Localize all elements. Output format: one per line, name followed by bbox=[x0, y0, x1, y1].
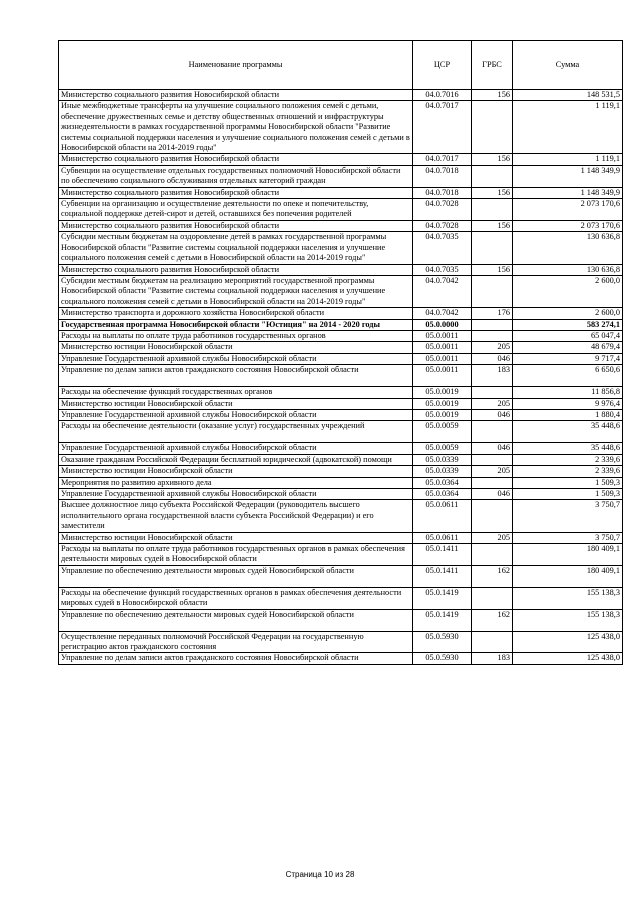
cell-name: Министерство социального развития Новосибирской области bbox=[59, 220, 413, 231]
cell-name: Министерство юстиции Новосибирской области bbox=[59, 342, 413, 353]
cell-grbs: 046 bbox=[472, 489, 513, 500]
cell-grbs: 046 bbox=[472, 443, 513, 454]
cell-sum: 155 138,3 bbox=[513, 587, 623, 609]
cell-sum: 1 119,1 bbox=[513, 154, 623, 165]
cell-grbs: 183 bbox=[472, 365, 513, 387]
cell-sum: 1 880,4 bbox=[513, 409, 623, 420]
cell-grbs: 162 bbox=[472, 565, 513, 587]
cell-csr: 05.0.0000 bbox=[413, 319, 472, 330]
cell-grbs: 205 bbox=[472, 342, 513, 353]
cell-name: Высшее должностное лицо субъекта Российской Федерации (руководитель высшего исполнительного органа государственной власти субъекта Российской Федерации) и его заместители bbox=[59, 500, 413, 532]
cell-grbs bbox=[472, 199, 513, 221]
cell-sum: 3 750,7 bbox=[513, 500, 623, 532]
cell-csr: 04.0.7028 bbox=[413, 199, 472, 221]
page-footer: Страница 10 из 28 bbox=[285, 870, 355, 879]
cell-name: Субсидии местным бюджетам на реализацию мероприятий государственной программы Новосибирской области "Развитие системы социальной поддержки населения и улучшение социального положения семей с детьми в Новосибирской области на 2014-2019 годы" bbox=[59, 275, 413, 307]
cell-name: Министерство социального развития Новосибирской области bbox=[59, 264, 413, 275]
cell-sum: 65 047,4 bbox=[513, 330, 623, 341]
cell-csr: 05.0.0611 bbox=[413, 532, 472, 543]
cell-grbs: 183 bbox=[472, 653, 513, 664]
table-row bbox=[59, 342, 623, 353]
cell-sum: 130 636,8 bbox=[513, 264, 623, 275]
cell-grbs: 162 bbox=[472, 609, 513, 631]
table-row bbox=[59, 443, 623, 454]
cell-csr: 04.0.7016 bbox=[413, 90, 472, 101]
cell-csr: 05.0.0364 bbox=[413, 477, 472, 488]
cell-grbs bbox=[472, 165, 513, 187]
cell-grbs: 205 bbox=[472, 532, 513, 543]
cell-name: Расходы на выплаты по оплате труда работников государственных органов bbox=[59, 330, 413, 341]
cell-csr: 05.0.0611 bbox=[413, 500, 472, 532]
cell-csr: 04.0.7028 bbox=[413, 220, 472, 231]
cell-sum: 2 073 170,6 bbox=[513, 220, 623, 231]
cell-name: Расходы на обеспечение функций государственных органов bbox=[59, 387, 413, 398]
table-row bbox=[59, 365, 623, 387]
table-row bbox=[59, 409, 623, 420]
cell-sum: 1 509,3 bbox=[513, 489, 623, 500]
cell-csr: 05.0.0019 bbox=[413, 398, 472, 409]
table-row bbox=[59, 187, 623, 198]
cell-sum: 583 274,1 bbox=[513, 319, 623, 330]
cell-sum: 2 600,0 bbox=[513, 308, 623, 319]
cell-grbs: 156 bbox=[472, 264, 513, 275]
cell-sum: 2 073 170,6 bbox=[513, 199, 623, 221]
cell-sum: 1 119,1 bbox=[513, 101, 623, 154]
cell-grbs: 046 bbox=[472, 353, 513, 364]
table-row bbox=[59, 500, 623, 532]
table-row bbox=[59, 330, 623, 341]
cell-grbs bbox=[472, 319, 513, 330]
cell-name: Управление Государственной архивной службы Новосибирской области bbox=[59, 489, 413, 500]
cell-sum: 9 976,4 bbox=[513, 398, 623, 409]
cell-grbs bbox=[472, 500, 513, 532]
cell-csr: 05.0.0011 bbox=[413, 365, 472, 387]
cell-csr: 05.0.0019 bbox=[413, 409, 472, 420]
cell-sum: 180 409,1 bbox=[513, 565, 623, 587]
table-row bbox=[59, 466, 623, 477]
cell-csr: 05.0.0059 bbox=[413, 443, 472, 454]
cell-name: Управление по делам записи актов гражданского состояния Новосибирской области bbox=[59, 365, 413, 387]
cell-csr: 05.0.1419 bbox=[413, 587, 472, 609]
table-row bbox=[59, 90, 623, 101]
cell-csr: 05.0.0011 bbox=[413, 342, 472, 353]
cell-csr: 05.0.0019 bbox=[413, 387, 472, 398]
cell-sum: 48 679,4 bbox=[513, 342, 623, 353]
table-row bbox=[59, 308, 623, 319]
cell-csr: 05.0.5930 bbox=[413, 653, 472, 664]
cell-name: Управление по обеспечению деятельности мировых судей Новосибирской области bbox=[59, 565, 413, 587]
table-row bbox=[59, 101, 623, 154]
cell-grbs bbox=[472, 587, 513, 609]
cell-csr: 04.0.7042 bbox=[413, 308, 472, 319]
cell-grbs bbox=[472, 631, 513, 653]
cell-csr: 05.0.0339 bbox=[413, 466, 472, 477]
cell-grbs bbox=[472, 421, 513, 443]
cell-sum: 148 531,5 bbox=[513, 90, 623, 101]
cell-sum: 1 148 349,9 bbox=[513, 165, 623, 187]
cell-sum: 125 438,0 bbox=[513, 653, 623, 664]
table-row bbox=[59, 565, 623, 587]
cell-sum: 35 448,6 bbox=[513, 421, 623, 443]
cell-name: Министерство социального развития Новосибирской области bbox=[59, 187, 413, 198]
cell-grbs bbox=[472, 330, 513, 341]
cell-sum: 1 509,3 bbox=[513, 477, 623, 488]
cell-name: Расходы на обеспечение деятельности (оказание услуг) государственных учреждений bbox=[59, 421, 413, 443]
cell-name: Государственная программа Новосибирской области "Юстиция" на 2014 - 2020 годы bbox=[59, 319, 413, 330]
cell-csr: 05.0.1411 bbox=[413, 565, 472, 587]
table-row bbox=[59, 398, 623, 409]
header-csr: ЦСР bbox=[413, 41, 472, 90]
cell-sum: 125 438,0 bbox=[513, 631, 623, 653]
cell-sum: 6 650,6 bbox=[513, 365, 623, 387]
cell-grbs: 156 bbox=[472, 187, 513, 198]
table-row bbox=[59, 631, 623, 653]
cell-csr: 05.0.0339 bbox=[413, 454, 472, 465]
table-row bbox=[59, 609, 623, 631]
cell-grbs bbox=[472, 454, 513, 465]
cell-grbs bbox=[472, 387, 513, 398]
cell-grbs: 205 bbox=[472, 466, 513, 477]
cell-name: Управление по обеспечению деятельности мировых судей Новосибирской области bbox=[59, 609, 413, 631]
cell-name: Управление Государственной архивной службы Новосибирской области bbox=[59, 353, 413, 364]
cell-grbs bbox=[472, 101, 513, 154]
cell-csr: 05.0.0364 bbox=[413, 489, 472, 500]
cell-grbs: 046 bbox=[472, 409, 513, 420]
table-header-row bbox=[59, 41, 623, 90]
table-body bbox=[59, 90, 623, 665]
cell-name: Министерство социального развития Новосибирской области bbox=[59, 90, 413, 101]
cell-csr: 05.0.1411 bbox=[413, 544, 472, 566]
cell-grbs bbox=[472, 275, 513, 307]
cell-name: Министерство транспорта и дорожного хозяйства Новосибирской области bbox=[59, 308, 413, 319]
table-row bbox=[59, 421, 623, 443]
cell-sum: 155 138,3 bbox=[513, 609, 623, 631]
cell-csr: 05.0.5930 bbox=[413, 631, 472, 653]
cell-sum: 180 409,1 bbox=[513, 544, 623, 566]
cell-sum: 2 339,6 bbox=[513, 454, 623, 465]
table-row bbox=[59, 477, 623, 488]
cell-sum: 2 339,6 bbox=[513, 466, 623, 477]
cell-sum: 35 448,6 bbox=[513, 443, 623, 454]
table-row bbox=[59, 232, 623, 264]
cell-name: Субсидии местным бюджетам на оздоровление детей в рамках государственной программы Новосибирской области "Развитие системы социальной поддержки населения и улучшение социального положения семей с детьми в Новосибирской области на 2014-2019 годы" bbox=[59, 232, 413, 264]
cell-sum: 130 636,8 bbox=[513, 232, 623, 264]
cell-grbs bbox=[472, 544, 513, 566]
cell-grbs bbox=[472, 232, 513, 264]
cell-csr: 05.0.0059 bbox=[413, 421, 472, 443]
cell-name: Министерство юстиции Новосибирской области bbox=[59, 466, 413, 477]
header-name: Наименование программы bbox=[59, 41, 413, 90]
cell-sum: 2 600,0 bbox=[513, 275, 623, 307]
cell-grbs: 156 bbox=[472, 154, 513, 165]
table-row bbox=[59, 154, 623, 165]
table-row bbox=[59, 544, 623, 566]
table-row bbox=[59, 165, 623, 187]
cell-sum: 9 717,4 bbox=[513, 353, 623, 364]
cell-name: Субвенции на осуществление отдельных государственных полномочий Новосибирской области по обеспечению социального обслуживания отдельных категорий граждан bbox=[59, 165, 413, 187]
cell-sum: 11 856,8 bbox=[513, 387, 623, 398]
table-row bbox=[59, 489, 623, 500]
cell-name: Расходы на обеспечение функций государственных органов в рамках обеспечения деятельности мировых судей в Новосибирской области bbox=[59, 587, 413, 609]
cell-csr: 05.0.1419 bbox=[413, 609, 472, 631]
cell-name: Оказание гражданам Российской Федерации бесплатной юридической (адвокатской) помощи bbox=[59, 454, 413, 465]
table-row bbox=[59, 264, 623, 275]
cell-name: Расходы на выплаты по оплате труда работников государственных органов в рамках обеспечения деятельности мировых судей в Новосибирской области bbox=[59, 544, 413, 566]
table-row bbox=[59, 387, 623, 398]
cell-csr: 04.0.7017 bbox=[413, 101, 472, 154]
cell-name: Министерство юстиции Новосибирской области bbox=[59, 398, 413, 409]
table-row bbox=[59, 532, 623, 543]
budget-table bbox=[58, 40, 623, 665]
header-grbs: ГРБС bbox=[472, 41, 513, 90]
cell-csr: 04.0.7035 bbox=[413, 264, 472, 275]
cell-name: Иные межбюджетные трансферты на улучшение социального положения семей с детьми, обеспечение дружественных семье и детству общественных отношений и инфраструктуры жизнедеятельности в рамках государственной программы Новосибирской области "Развитие системы социальной поддержки населения и улучшение социального положения семей с детьми в Новосибирской области на 2014-2019 годы" bbox=[59, 101, 413, 154]
table-row bbox=[59, 319, 623, 330]
cell-name: Управление по делам записи актов гражданского состояния Новосибирской области bbox=[59, 653, 413, 664]
cell-name: Управление Государственной архивной службы Новосибирской области bbox=[59, 409, 413, 420]
table-row bbox=[59, 220, 623, 231]
cell-name: Осуществление переданных полномочий Российской Федерации на государственную регистрацию актов гражданского состояния bbox=[59, 631, 413, 653]
table-row bbox=[59, 275, 623, 307]
cell-csr: 05.0.0011 bbox=[413, 353, 472, 364]
header-sum: Сумма bbox=[513, 41, 623, 90]
cell-grbs: 176 bbox=[472, 308, 513, 319]
table-row bbox=[59, 353, 623, 364]
table-row bbox=[59, 653, 623, 664]
cell-name: Мероприятия по развитию архивного дела bbox=[59, 477, 413, 488]
cell-csr: 04.0.7018 bbox=[413, 165, 472, 187]
cell-csr: 05.0.0011 bbox=[413, 330, 472, 341]
cell-csr: 04.0.7035 bbox=[413, 232, 472, 264]
cell-sum: 3 750,7 bbox=[513, 532, 623, 543]
cell-name: Субвенции на организацию и осуществление деятельности по опеке и попечительству, социальной поддержке детей-сирот и детей, оставшихся без попечения родителей bbox=[59, 199, 413, 221]
table-row bbox=[59, 587, 623, 609]
table-row bbox=[59, 199, 623, 221]
cell-name: Министерство юстиции Новосибирской области bbox=[59, 532, 413, 543]
cell-name: Управление Государственной архивной службы Новосибирской области bbox=[59, 443, 413, 454]
table-row bbox=[59, 454, 623, 465]
cell-sum: 1 148 349,9 bbox=[513, 187, 623, 198]
cell-grbs bbox=[472, 477, 513, 488]
cell-name: Министерство социального развития Новосибирской области bbox=[59, 154, 413, 165]
cell-csr: 04.0.7017 bbox=[413, 154, 472, 165]
cell-grbs: 156 bbox=[472, 90, 513, 101]
cell-csr: 04.0.7018 bbox=[413, 187, 472, 198]
cell-grbs: 156 bbox=[472, 220, 513, 231]
cell-csr: 04.0.7042 bbox=[413, 275, 472, 307]
cell-grbs: 205 bbox=[472, 398, 513, 409]
